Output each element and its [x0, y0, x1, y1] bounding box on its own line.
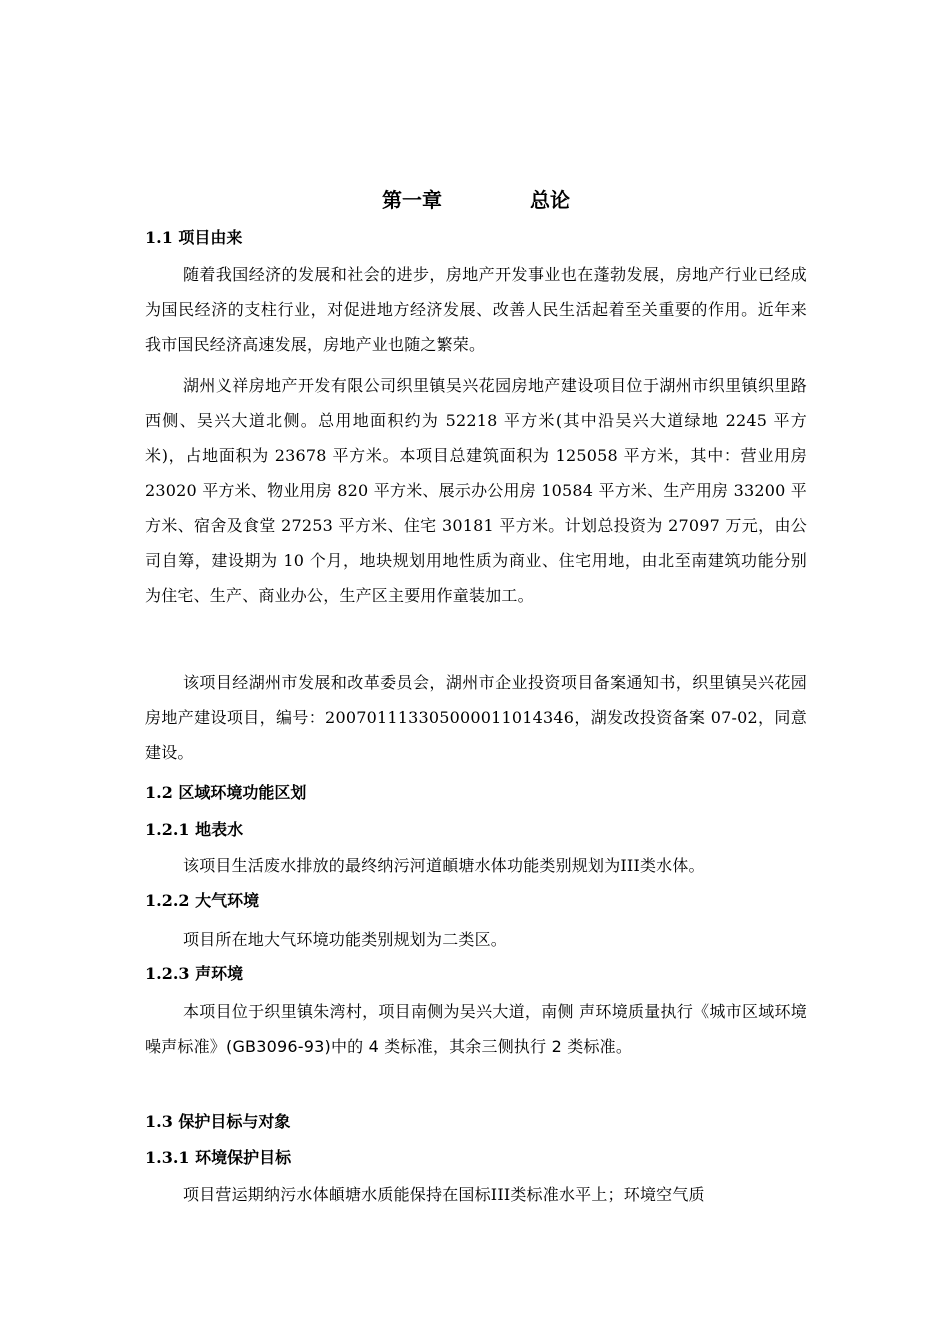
section-heading-1-2-2: 1.2.2 大气环境	[145, 891, 260, 910]
chapter-number: 第一章	[382, 188, 442, 212]
section-heading-1-2-1: 1.2.1 地表水	[145, 820, 244, 839]
paragraph-acoustic-environment: 本项目位于织里镇朱湾村，项目南侧为吴兴大道，南侧 声环境质量执行《城市区域环境噪声标准》(GB3096-93)中的 4 类标准，其余三侧执行 2 类标准。	[145, 1002, 807, 1056]
paragraph-project-origin-2: 湖州义祥房地产开发有限公司织里镇吴兴花园房地产建设项目位于湖州市织里镇织里路西侧、吴兴大道北侧。总用地面积约为 52218 平方米(其中沿吴兴大道绿地 2245 平方米)，占地面积为 23678 平方米。本项目总建筑面积为 125058 平方米，其中：营业用房 23020 平方米、物业用房 820 平方米、展示办公用房 10584 平方米、生产用房 33200 平方米、宿舍及食堂 27253 平方米、住宅 30181 平方米。计划总投资为 27097 万元，由公司自筹，建设期为 10 个月，地块规划用地性质为商业、住宅用地，由北至南建筑功能分别为住宅、生产、商业办公，生产区主要用作童装加工。	[145, 376, 807, 605]
section-heading-1-3: 1.3 保护目标与对象	[145, 1112, 291, 1131]
section-heading-1-2-3: 1.2.3 声环境	[145, 964, 244, 983]
paragraph-project-origin-3: 该项目经湖州市发展和改革委员会，湖州市企业投资项目备案通知书，织里镇吴兴花园房地产建设项目，编号：200701113305000011014346，湖发改投资备案 07-02，同意建设。	[145, 673, 807, 762]
paragraph-protection-targets: 项目营运期纳污水体頔塘水质能保持在国标III类标准水平上；环境空气质	[183, 1185, 705, 1204]
chapter-title	[145, 186, 807, 214]
section-heading-1-2: 1.2 区域环境功能区划	[145, 783, 307, 802]
paragraph-air-environment: 项目所在地大气环境功能类别规划为二类区。	[183, 930, 508, 949]
chapter-name: 总论	[530, 188, 570, 212]
paragraph-surface-water: 该项目生活废水排放的最终纳污河道頔塘水体功能类别规划为III类水体。	[183, 856, 705, 875]
paragraph-project-origin-1: 随着我国经济的发展和社会的进步，房地产开发事业也在蓬勃发展，房地产行业已经成为国民经济的支柱行业，对促进地方经济发展、改善人民生活起着至关重要的作用。近年来我市国民经济高速发展，房地产业也随之繁荣。	[145, 265, 807, 354]
section-heading-1-1: 1.1 项目由来	[145, 228, 243, 247]
section-heading-1-3-1: 1.3.1 环境保护目标	[145, 1148, 292, 1167]
